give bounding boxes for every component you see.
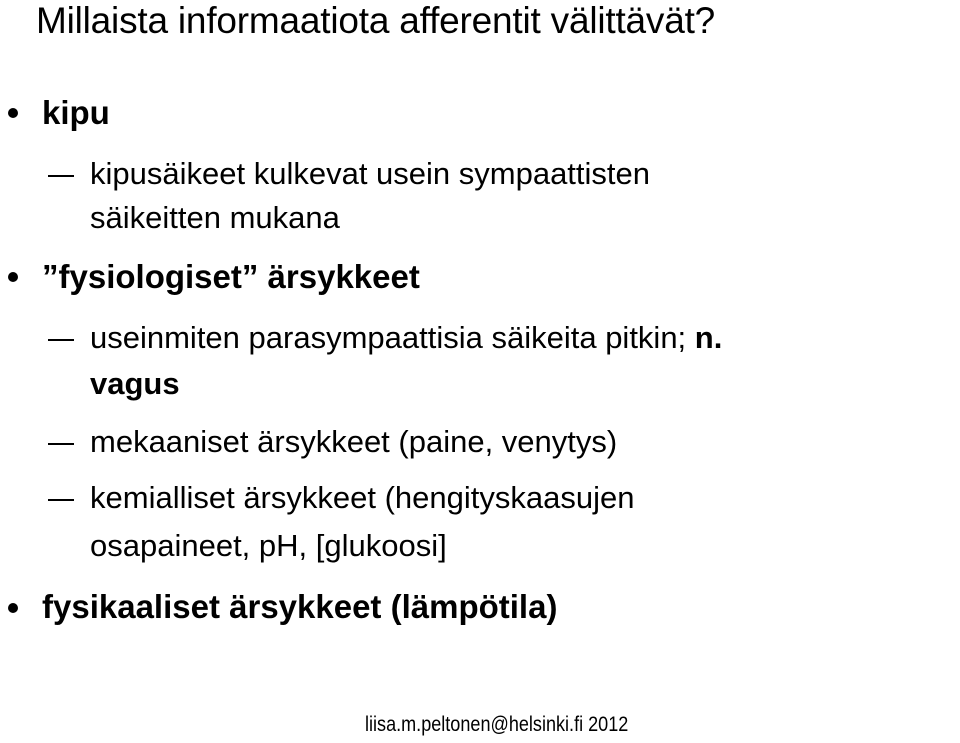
- dash-icon: [48, 339, 74, 341]
- slide-footer: liisa.m.peltonen@helsinki.fi 2012: [365, 713, 629, 736]
- list-subitem-text: useinmiten parasympaattisia säikeita pitkin;: [90, 320, 695, 355]
- list-subitem-kipusaikeet-line2: [90, 199, 340, 237]
- list-subitem-parasympaattisia-line2: [90, 365, 180, 403]
- slide-title: Millaista informaatiota afferentit välittävät?: [36, 0, 716, 41]
- list-item-text: fysikaaliset ärsykkeet (lämpötila): [42, 588, 558, 625]
- list-subitem-kemialliset-line1: [90, 479, 634, 517]
- list-subitem-text: kipusäikeet kulkevat usein sympaattisten: [90, 156, 651, 191]
- list-item-fysiologiset: [42, 257, 420, 297]
- list-item-fysikaaliset: [42, 587, 557, 627]
- list-subitem-kemialliset-line2: [90, 527, 447, 565]
- bullet-icon: [8, 108, 18, 118]
- dash-icon: [48, 175, 74, 177]
- list-subitem-parasympaattisia-line1: [90, 319, 722, 357]
- list-item-text: ”fysiologiset” ärsykkeet: [42, 258, 420, 295]
- list-subitem-text: säikeitten mukana: [90, 200, 340, 235]
- list-subitem-emphasis: vagus: [90, 366, 180, 401]
- list-subitem-kipusaikeet-line1: [90, 155, 650, 193]
- list-subitem-text: mekaaniset ärsykkeet (paine, venytys): [90, 424, 618, 459]
- list-subitem-text: osapaineet, pH, [glukoosi]: [90, 528, 447, 563]
- list-item-kipu: [42, 93, 110, 133]
- list-subitem-mekaaniset: [90, 423, 617, 461]
- bullet-icon: [8, 272, 18, 282]
- bullet-icon: [8, 603, 18, 613]
- list-subitem-text: kemialliset ärsykkeet (hengityskaasujen: [90, 480, 635, 515]
- dash-icon: [48, 443, 74, 445]
- dash-icon: [48, 499, 74, 501]
- list-subitem-emphasis: n.: [694, 320, 723, 355]
- list-item-text: kipu: [42, 94, 110, 131]
